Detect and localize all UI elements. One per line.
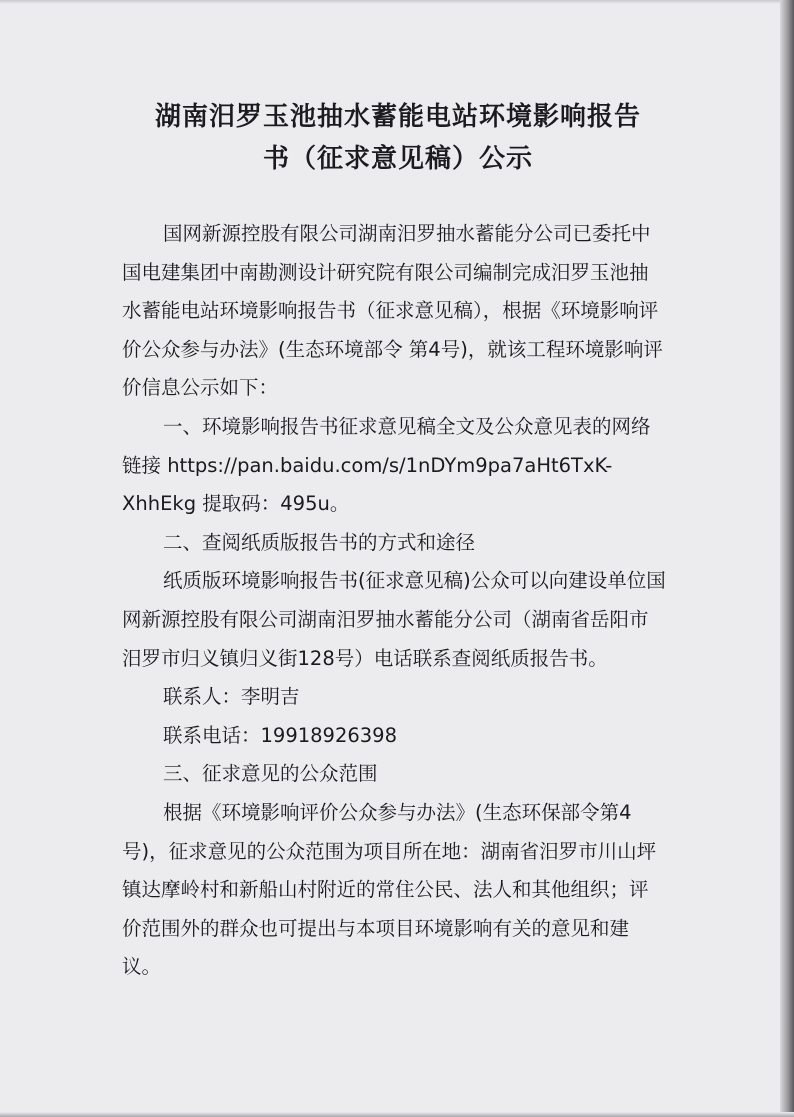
title-line-2: 书（征求意见稿）公示 [262,144,533,174]
title-line-1: 湖南汨罗玉池抽水蓄能电站环境影响报告 [154,102,641,132]
scan-edge-bottom [0,1112,794,1117]
scan-edge-top [0,0,794,4]
intro-paragraph: 国网新源控股有限公司湖南汨罗抽水蓄能分公司已委托中国电建集团中南勘测设计研究院有限公司编制完成汨罗玉池抽水蓄能电站环境影响报告书（征求意见稿），根据《环境影响评价公众参与办法》(生态环境部令 第4号)，就该工程环境影响评价信息公示如下： [122,222,663,400]
section-2-paragraph: 纸质版环境影响报告书(征求意见稿)公众可以向建设单位国网新源控股有限公司湖南汨罗抽水蓄能分公司（湖南省岳阳市汨罗市归义镇归义街128号）电话联系查阅纸质报告书。 [122,569,666,670]
contact-phone: 联系电话：19918926398 [163,723,397,747]
section-2-heading: 二、查阅纸质版报告书的方式和途径 [163,530,476,554]
section-1-paragraph: 一、环境影响报告书征求意见稿全文及公众意见表的网络链接 https://pan.baidu.com/s/1nDYm9pa7aHt6TxK-XhhEkg 提取码：495u。 [122,414,651,516]
section-3-paragraph: 根据《环境影响评价公众参与办法》(生态环保部令第4号)，征求意见的公众范围为项目所在地：湖南省汨罗市川山坪镇达摩岭村和新船山村附近的常住公民、法人和其他组织；评价范围外的群众也可提出与本项目环境影响有关的意见和建议。 [122,800,657,979]
document-body [122,215,667,987]
section-3-heading: 三、征求意见的公众范围 [163,762,378,786]
document-title [118,96,678,180]
scan-edge-right [780,0,794,1117]
contact-person: 联系人：李明吉 [163,685,300,709]
